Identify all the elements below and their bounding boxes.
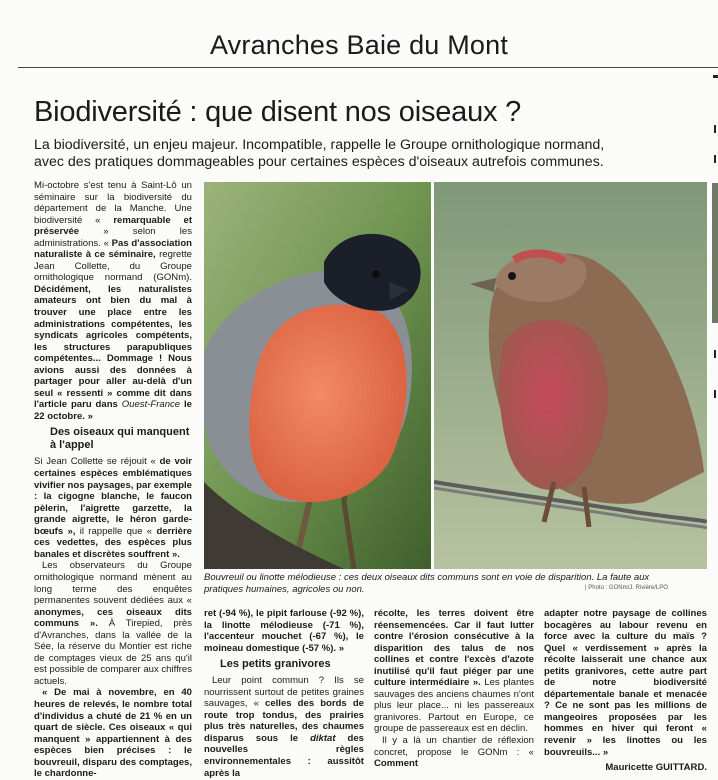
photo-credit: | Photo : GONm/J. Rivière/LPO [585, 585, 668, 591]
edge-mark [713, 75, 718, 78]
subheading: Des oiseaux qui manquent à l'appel [50, 426, 190, 452]
paragraph: Les observateurs du Groupe ornithologique normand mènent au long terme des enquêtes permanentes souvent dédiées aux « anonymes, ces oiseaux dits communs ». À Tirepied, près d'Avranches, dans la vallée de la Sée, la réserve du Montier est riche de comptages vieux de 25 ans qu'il est possible de comparer aux chiffres actuels. [34, 560, 192, 687]
edge-mark [714, 350, 716, 358]
paragraph: ret (-94 %), le pipit farlouse (-92 %), la linotte mélodieuse (-71 %), l'accenteur mouchet (-67 %), le moineau domestique (-57 %). » [204, 608, 364, 654]
section-title: Avranches Baie du Mont [209, 30, 509, 60]
paragraph: récolte, les terres doivent être réensemencées. Car il faut lutter contre l'érosion consécutive à la disparition des talus de nos collines et contre l'excès d'azote inutilisé qu'il faut piéger par une culture intermédiaire ». Les plantes sauvages des anciens chaumes n'ont plus leur place... ni les passereaux granivores. Partout en Europe, ce groupe de passereaux est en déclin. [374, 608, 534, 735]
paragraph: adapter notre paysage de collines bocagères au labour revenu en force avec la culture du maïs ? Quel « verdissement » après la récolte laisserait une chance aux petits granivores, cette autre part de notre biodiversité départementale banale et menacée ? Ce ne sont pas les millions de mangeoires proposées par les hommes en hiver qui feront « revenir » les linottes ou les bouvreuils... » [544, 608, 707, 758]
subheading: Les petits granivores [220, 658, 331, 671]
paragraph: Il y a là un chantier de réflexion concret, propose le GONm : « Comment [374, 735, 534, 770]
standfirst: La biodiversité, un enjeu majeur. Incompatible, rappelle le Groupe ornithologique normand, avec des pratiques dommageables pour certaines espèces d'oiseaux autrefois communes. [34, 137, 605, 170]
paragraph: Si Jean Collette se réjouit « de voir certaines espèces emblématiques vivifier nos paysages, par exemple : la cigogne blanche, le faucon pèlerin, l'aigrette garzette, la grande aigrette, le héron garde-bœufs », il rappelle que « derrière ces vedettes, des espèces plus banales et discrètes souffrent ». [34, 456, 192, 560]
author-signature: Mauricette GUITTARD. [605, 762, 707, 774]
article-column-4 [544, 608, 707, 774]
paragraph: « De mai à novembre, en 40 heures de relevés, le nombre total d'individus a chuté de 21 % en un quart de siècle. Ces oiseaux « qui manquent » appartiennent à des espèces bien précises : le bouvreuil, disparu des comptages, le chardonne- [34, 687, 192, 780]
edge-mark [714, 390, 716, 398]
article-column-1 [34, 180, 192, 780]
bullfinch-photo [204, 182, 431, 569]
section-rule [18, 67, 718, 68]
paragraph: Leur point commun ? Ils se nourrissent surtout de petites graines sauvages, « celles des bords de route trop tondus, des prairies plus très naturelles, des chaumes disparus sous le diktat des nouvelles règles environnementales : aussitôt après la [204, 675, 364, 779]
linnet-photo [434, 182, 707, 569]
headline: Biodiversité : que disent nos oiseaux ? [34, 96, 522, 128]
photo-caption: Bouvreuil ou linotte mélodieuse : ces deux oiseaux dits communs sont en voie de disparition. La faute aux pratiques humaines, agricoles ou non. [204, 572, 650, 595]
article-column-2 [204, 608, 364, 779]
paragraph: Mi-octobre s'est tenu à Saint-Lô un séminaire sur la biodiversité du département de la Manche. Une biodiversité « remarquable et préservée » selon les administrations. « Pas d'association naturaliste à ce séminaire, regrette Jean Collette, du Groupe ornithologique normand (GONm). Décidément, les naturalistes amateurs ont bien du mal à trouver une place entre les administrations compétentes, les syndicats agricoles compétents, les structures parapubliques compétentes... Dommage ! Nous avions aussi des données à partager pour aller au-delà d'un seul « ressenti » comme dit dans l'article paru dans Ouest-France le 22 octobre. » [34, 180, 193, 422]
edge-mark [714, 155, 716, 163]
edge-strip [712, 183, 718, 323]
edge-mark [714, 125, 716, 133]
article-column-3 [374, 608, 534, 770]
